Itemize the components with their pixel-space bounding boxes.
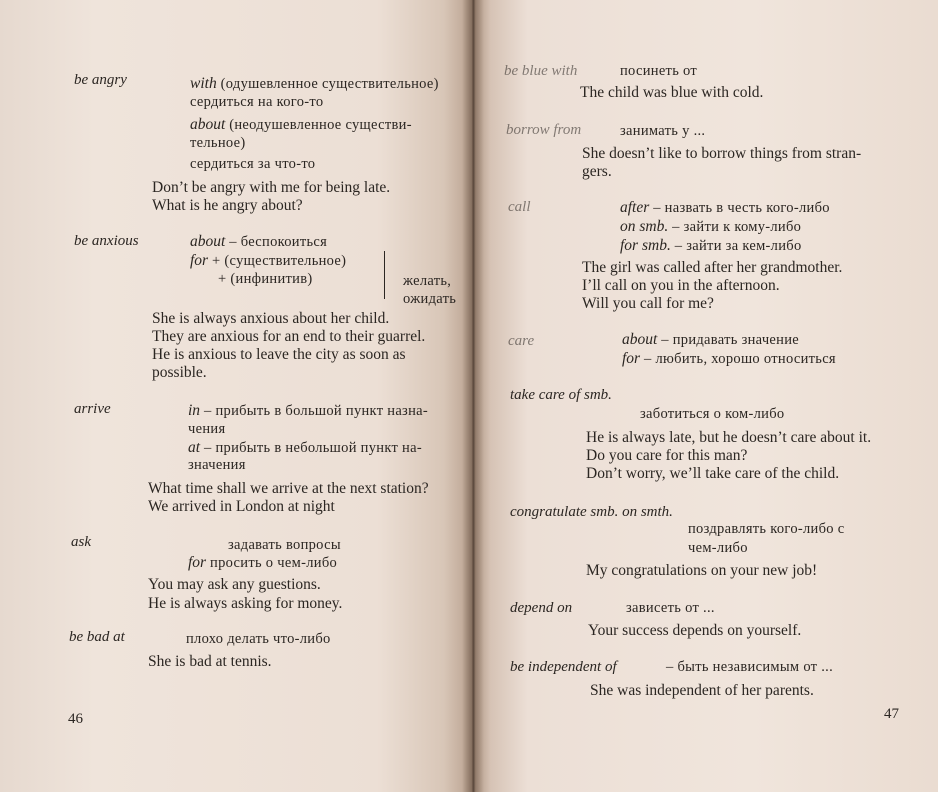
example-sentence: Do you care for this man? xyxy=(586,447,748,464)
example-sentence: The girl was called after her grandmother. xyxy=(582,259,843,276)
headword-depend-on: depend on xyxy=(510,600,573,616)
example-sentence: What is he angry about? xyxy=(152,197,303,214)
example-sentence: We arrived in London at night xyxy=(148,498,335,515)
example-sentence: I’ll call on you in the afternoon. xyxy=(582,277,780,294)
sense-line: + (инфинитив) xyxy=(218,271,313,287)
sense-line: about – придавать значение xyxy=(622,331,800,348)
sense-line: плохо делать что-либо xyxy=(186,631,331,647)
example-sentence: gers. xyxy=(582,163,612,180)
sense-line: – быть независимым от ... xyxy=(666,659,834,675)
sense-line: for + (существительное) xyxy=(190,252,347,269)
sense-line: поздравлять кого-либо с xyxy=(688,521,845,537)
headword-be-angry: be angry xyxy=(74,72,127,88)
sense-line: on smb. – зайти к кому-либо xyxy=(620,218,802,235)
headword-be-independent-of: be independent of xyxy=(510,659,617,675)
sense-line: чения xyxy=(188,421,226,437)
example-sentence: She is bad at tennis. xyxy=(148,653,272,670)
example-sentence: He is always asking for money. xyxy=(148,595,343,612)
headword-take-care-of: take care of smb. xyxy=(510,387,612,403)
book-spine-shadow xyxy=(462,0,484,792)
example-sentence: She was independent of her parents. xyxy=(590,682,814,699)
sense-line: занимать у ... xyxy=(620,123,706,139)
headword-be-anxious: be anxious xyxy=(74,233,139,249)
sense-line: задавать вопросы xyxy=(228,537,341,553)
sense-line: чем-либо xyxy=(688,540,748,556)
example-sentence: He is anxious to leave the city as soon as xyxy=(152,346,406,363)
headword-congratulate: congratulate smb. on smth. xyxy=(510,504,673,520)
sense-line: with (одушевленное существительное) xyxy=(190,75,439,92)
sense-line: сердиться на кого-то xyxy=(190,94,324,110)
headword-call: call xyxy=(508,199,531,215)
example-sentence: What time shall we arrive at the next station? xyxy=(148,480,429,497)
sense-line: in – прибыть в большой пункт назна- xyxy=(188,402,429,419)
sense-line: about (неодушевленное существи- xyxy=(190,116,412,133)
example-sentence: Don’t be angry with me for being late. xyxy=(152,179,391,196)
sense-line: for просить о чем-либо xyxy=(188,554,338,571)
page-number-right: 47 xyxy=(884,706,899,722)
headword-care: care xyxy=(508,333,535,349)
example-sentence: The child was blue with cold. xyxy=(580,84,764,101)
sense-line: заботиться о ком-либо xyxy=(640,406,785,422)
headword-borrow-from: borrow from xyxy=(506,122,582,138)
example-sentence: They are anxious for an end to their guarrel. xyxy=(152,328,426,345)
headword-ask: ask xyxy=(71,534,91,550)
sense-line: at – прибыть в небольшой пункт на- xyxy=(188,439,422,456)
headword-be-blue-with: be blue with xyxy=(504,63,578,79)
side-note: ожидать xyxy=(403,291,457,307)
sense-line: сердиться за что-то xyxy=(190,156,316,172)
example-sentence: She doesn’t like to borrow things from stran- xyxy=(582,145,862,162)
sense-line: about – беспокоиться xyxy=(190,233,328,250)
headword-be-bad-at: be bad at xyxy=(69,629,125,645)
sense-line: значения xyxy=(188,457,246,473)
sense-line: after – назвать в честь кого-либо xyxy=(620,199,830,216)
bracket-line xyxy=(384,251,385,299)
example-sentence: Don’t worry, we’ll take care of the child. xyxy=(586,465,840,482)
example-sentence: Will you call for me? xyxy=(582,295,714,312)
side-note: желать, xyxy=(403,273,452,289)
example-sentence: You may ask any guestions. xyxy=(148,576,321,593)
example-sentence: He is always late, but he doesn’t care about it. xyxy=(586,429,872,446)
sense-line: зависеть от ... xyxy=(626,600,715,616)
example-sentence: Your success depends on yourself. xyxy=(588,622,802,639)
page-number-left: 46 xyxy=(68,711,83,727)
sense-line: for smb. – зайти за кем-либо xyxy=(620,237,802,254)
example-sentence: She is always anxious about her child. xyxy=(152,310,390,327)
example-sentence: possible. xyxy=(152,364,207,381)
example-sentence: My congratulations on your new job! xyxy=(586,562,818,579)
sense-line: for – любить, хорошо относиться xyxy=(622,350,836,367)
headword-arrive: arrive xyxy=(74,401,111,417)
sense-line: посинеть от xyxy=(620,63,698,79)
sense-line: тельное) xyxy=(190,135,246,151)
right-page xyxy=(472,0,938,792)
